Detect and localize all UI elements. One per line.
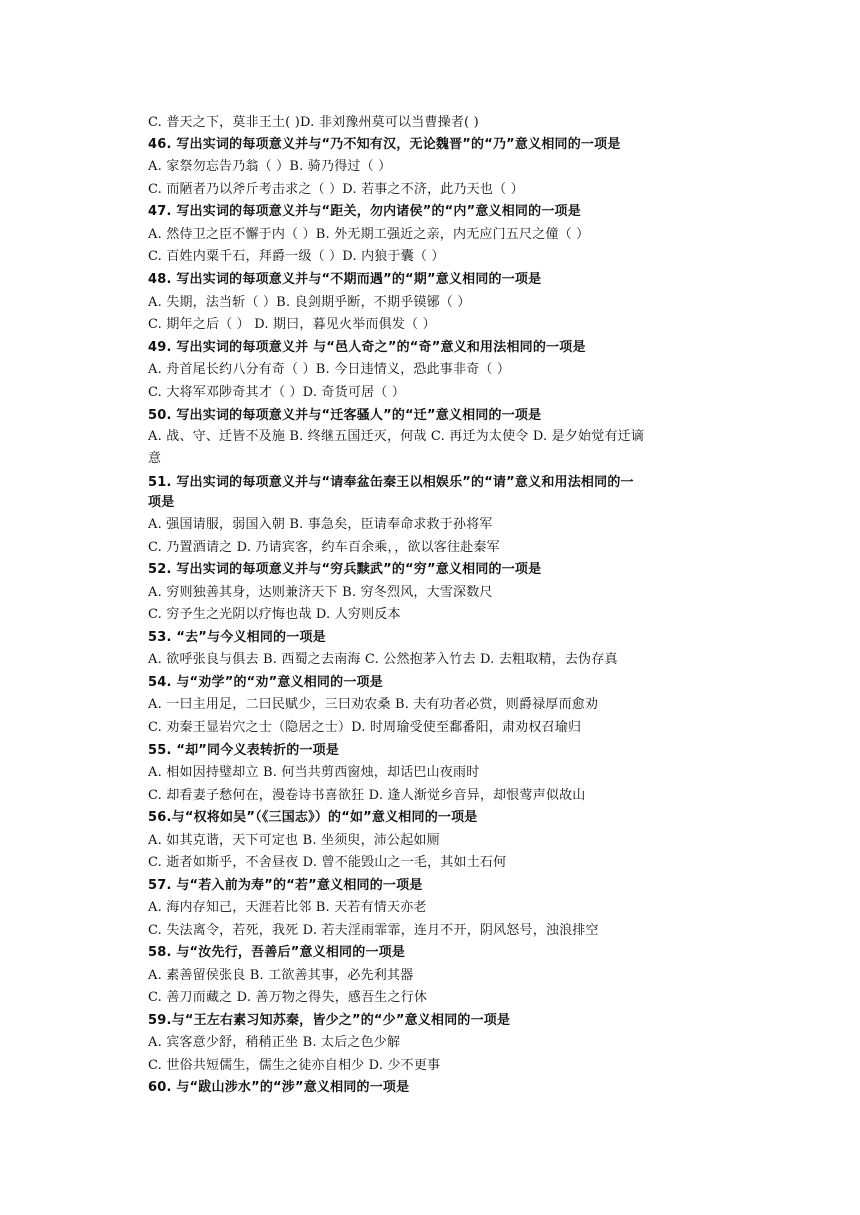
answer-options-line: C. 穷予生之光阴以疗悔也哉 D. 人穷则反本 — [148, 607, 401, 622]
question-heading: 53. “去”与今义相同的一项是 — [148, 630, 326, 645]
question-heading: 48. 写出实词的每项意义并与“不期而遇”的“期”意义相同的一项是 — [148, 272, 542, 287]
answer-options-line: A. 强国请服，弱国入朝 B. 事急矣，臣请奉命求救于孙将军 — [148, 517, 493, 532]
question-heading: 50. 写出实词的每项意义并与“迁客骚人”的“迁”意义相同的一项是 — [148, 408, 542, 423]
answer-options-line: C. 失法离令，若死，我死 D. 若夫淫雨霏霏，连月不开，阴风怒号，浊浪排空 — [148, 923, 599, 938]
question-heading: 51. 写出实词的每项意义并与“请奉盆缶秦王以相娱乐”的“请”意义和用法相同的一 — [148, 475, 634, 490]
question-heading: 58. 与“汝先行，吾善后”意义相同的一项是 — [148, 945, 406, 960]
answer-options-line: 意 — [148, 451, 162, 466]
answer-options-line: C. 普天之下，莫非王土( )D. 非刘豫州莫可以当曹操者( ) — [148, 115, 479, 130]
question-heading: 59.与“王左右素习知苏秦，皆少之”的“少”意义相同的一项是 — [148, 1013, 511, 1028]
question-heading: 46. 写出实词的每项意义并与“乃不知有汉，无论魏晋”的“乃”意义相同的一项是 — [148, 137, 621, 152]
question-heading: 47. 写出实词的每项意义并与“距关，勿内诸侯”的“内”意义相同的一项是 — [148, 204, 581, 219]
question-heading: 56.与“权将如吴”（《三国志》）的“如”意义相同的一项是 — [148, 810, 478, 825]
answer-options-line: A. 欲呼张良与俱去 B. 西蜀之去南海 C. 公然抱茅入竹去 D. 去粗取精，去伪存真 — [148, 652, 618, 667]
answer-options-line: C. 善刀而藏之 D. 善万物之得失，感吾生之行休 — [148, 990, 428, 1005]
answer-options-line: C. 百姓内粟千石，拜爵一级（ ）D. 内狼于囊（ ） — [148, 249, 445, 264]
answer-options-line: A. 海内存知己，天涯若比邻 B. 天若有情天亦老 — [148, 900, 427, 915]
answer-options-line: A. 舟首尾长约八分有奇（ ）B. 今日违情义，恐此事非奇（ ） — [148, 362, 511, 377]
answer-options-line: A. 失期，法当斩（ ）B. 良剑期乎断，不期乎镆铘（ ） — [148, 295, 471, 310]
answer-options-line: C. 期年之后（ ） D. 期曰，暮见火举而俱发（ ） — [148, 317, 436, 332]
answer-options-line: C. 大将军邓陟奇其才（ ）D. 奇货可居（ ） — [148, 385, 406, 400]
answer-options-line: A. 战、守、迁皆不及施 B. 终继五国迁灭，何哉 C. 再迁为太使令 D. 是夕始觉有迁谪 — [148, 429, 645, 444]
answer-options-line: A. 相如因持璧却立 B. 何当共剪西窗烛，却话巴山夜雨时 — [148, 765, 480, 780]
question-heading: 项是 — [148, 495, 175, 510]
answer-options-line: C. 世俗共短儒生，儒生之徒亦自相少 D. 少不更事 — [148, 1058, 441, 1073]
question-heading: 49. 写出实词的每项意义并 与“邑人奇之”的“奇”意义和用法相同的一项是 — [148, 340, 586, 355]
answer-options-line: C. 而陋者乃以斧斤考击求之（ ）D. 若事之不济，此乃天也（ ） — [148, 182, 524, 197]
answer-options-line: C. 劝秦王显岩穴之士（隐居之士）D. 时周瑜受使至鄱番阳，肃劝权召瑜归 — [148, 720, 582, 735]
answer-options-line: A. 素善留侯张良 B. 工欲善其事，必先利其器 — [148, 968, 414, 983]
answer-options-line: C. 却看妻子愁何在，漫卷诗书喜欲狂 D. 逢人渐觉乡音异，却恨莺声似故山 — [148, 788, 586, 803]
question-heading: 57. 与“若入前为寿”的“若”意义相同的一项是 — [148, 878, 423, 893]
question-heading: 55. “却”同今义表转折的一项是 — [148, 743, 340, 758]
question-heading: 54. 与“劝学”的“劝”意义相同的一项是 — [148, 675, 383, 690]
answer-options-line: A. 宾客意少舒，稍稍正坐 B. 太后之色少解 — [148, 1035, 401, 1050]
answer-options-line: C. 逝者如斯乎，不舍昼夜 D. 曾不能毁山之一毛，其如土石何 — [148, 855, 507, 870]
answer-options-line: A. 穷则独善其身，达则兼济天下 B. 穷冬烈风，大雪深数尺 — [148, 585, 493, 600]
answer-options-line: A. 如其克谐，天下可定也 B. 坐须臾，沛公起如厕 — [148, 833, 440, 848]
answer-options-line: A. 然侍卫之臣不懈于内（ ）B. 外无期工强近之亲，内无应门五尺之僮（ ） — [148, 227, 590, 242]
answer-options-line: A. 一曰主用足，二曰民赋少，三曰劝农桑 B. 夫有功者必赏，则爵禄厚而愈劝 — [148, 697, 599, 712]
answer-options-line: C. 乃置酒请之 D. 乃请宾客，约车百余乘，，欲以客往赴秦军 — [148, 540, 500, 555]
answer-options-line: A. 家祭勿忘告乃翁（ ）B. 骑乃得过（ ） — [148, 159, 392, 174]
question-heading: 60. 与“跋山涉水”的“涉”意义相同的一项是 — [148, 1080, 410, 1095]
question-heading: 52. 写出实词的每项意义并与“穷兵黩武”的“穷”意义相同的一项是 — [148, 562, 542, 577]
